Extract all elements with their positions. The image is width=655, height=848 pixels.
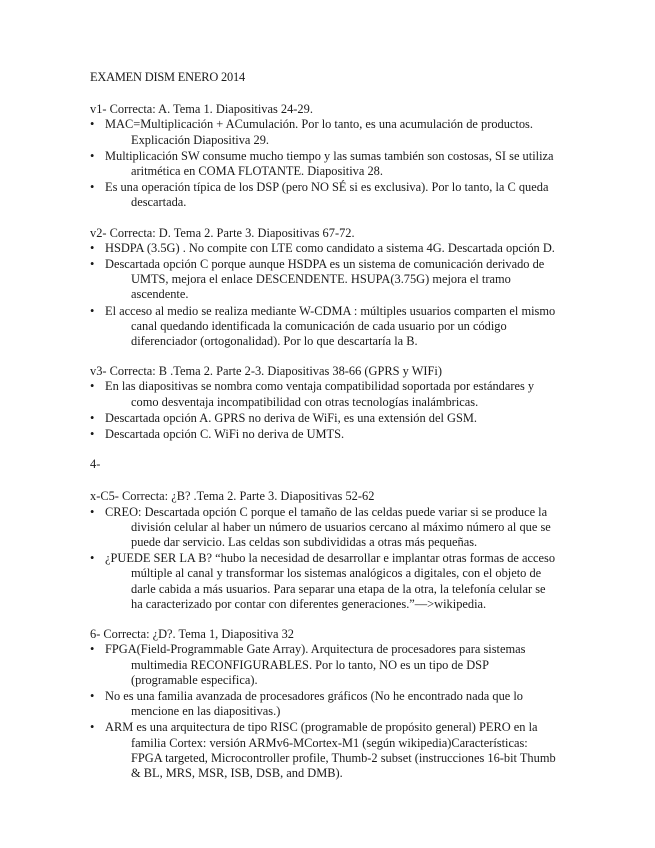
document-page	[90, 70, 558, 796]
section-v3	[90, 364, 558, 442]
list-item: • En las diapositivas se nombra como ventaja compatibilidad soportada por estándares y como desventaja incompatibilidad con otras tecnologías inalámbricas.	[90, 379, 535, 409]
bullet-icon: •	[90, 257, 95, 272]
bullet-icon: •	[90, 551, 95, 566]
list-item: • El acceso al medio se realiza mediante W-CDMA : múltiples usuarios comparten el mismo canal quedando identificada la comunicación de cada usuario por un código diferenciador (ortogonalidad). Por lo que descartaría la B.	[90, 303, 556, 349]
list-item: • ¿PUEDE SER LA B? “hubo la necesidad de desarrollar e implantar otras formas de acceso múltiple al canal y transformar los sistemas analógicos a digitales, con el objeto de darle cabida a más usuarios. Para separar una etapa de la otra, la telefonía celular se ha caracterizado por contar con diferentes generaciones.”—>wikipedia.	[90, 551, 556, 611]
list-item: • Es una operación típica de los DSP (pero NO SÉ si es exclusiva). Por lo tanto, la C queda descartada.	[90, 180, 549, 210]
section-heading: 6- Correcta: ¿D?. Tema 1, Diapositiva 32	[90, 627, 294, 642]
list-item: • Multiplicación SW consume mucho tiempo y las sumas también son costosas, SI se utiliza aritmética en COMA FLOTANTE. Diapositiva 28.	[90, 148, 554, 179]
list-item: • Descartada opción C porque aunque HSDPA es un sistema de comunicación derivado de UMTS, mejora el enlace DESCENDENTE. HSUPA(3.75G) mejora el tramo ascendente.	[90, 257, 545, 302]
section-6	[90, 627, 558, 781]
bullet-icon: •	[90, 240, 95, 255]
document-title: EXAMEN DISM ENERO 2014	[90, 70, 245, 84]
list-item: • CREO: Descartada opción C porque el tamaño de las celdas puede variar si se produce la división celular al haber un número de usuarios cercano al máximo número al que se puede dar servicio. Las celdas son subdivididas a otras más pequeñas.	[90, 504, 551, 550]
list-item: • Descartada opción C. WiFi no deriva de UMTS.	[90, 427, 345, 442]
bullet-icon: •	[90, 117, 95, 132]
bullet-icon: •	[90, 379, 95, 394]
list-item: • ARM es una arquitectura de tipo RISC (programable de propósito general) PERO en la familia Cortex: versión ARMv6-MCortex-M1 (según wikipedia)Características: FPGA targeted, Microcontroller profile, Thumb-2 subset (instrucciones 16-bit Thumb & BL, MRS, MSR, ISB, DSB, and DMB).	[90, 720, 556, 780]
list-item: • MAC=Multiplicación + ACumulación. Por lo tanto, es una acumulación de productos. Explicación Diapositiva 29.	[90, 117, 533, 147]
section-heading: x-C5- Correcta: ¿B? .Tema 2. Parte 3. Diapositivas 52-62	[90, 489, 375, 504]
bullet-icon: •	[90, 642, 95, 657]
section-v2	[90, 226, 558, 350]
section-x-c5	[90, 489, 558, 612]
bullet-list	[90, 642, 558, 781]
bullet-icon: •	[90, 504, 95, 519]
bullet-icon: •	[90, 427, 95, 442]
bullet-icon: •	[90, 688, 95, 703]
section-heading: v2- Correcta: D. Tema 2. Parte 3. Diapositivas 67-72.	[90, 225, 355, 240]
list-item: • FPGA(Field-Programmable Gate Array). Arquitectura de procesadores para sistemas multimedia RECONFIGURABLES. Por lo tanto, NO es un tipo de DSP (programable especifica).	[90, 642, 526, 687]
bullet-icon: •	[90, 148, 95, 163]
list-item: • HSDPA (3.5G) . No compite con LTE como candidato a sistema 4G. Descartada opción D.	[90, 240, 555, 255]
section-heading: v3- Correcta: B .Tema 2. Parte 2-3. Diapositivas 38-66 (GPRS y WIFi)	[90, 364, 442, 379]
section-v1	[90, 102, 558, 210]
bullet-icon: •	[90, 303, 95, 318]
bullet-list	[90, 505, 558, 612]
list-item: • No es una familia avanzada de procesadores gráficos (No he encontrado nada que lo mencione en las diapositivas.)	[90, 688, 524, 719]
bullet-list	[90, 379, 558, 442]
bullet-icon: •	[90, 180, 95, 195]
bullet-list	[90, 241, 558, 349]
bullet-list	[90, 117, 558, 210]
bullet-icon: •	[90, 720, 95, 735]
section-heading: v1- Correcta: A. Tema 1. Diapositivas 24-29.	[90, 102, 313, 117]
list-item: • Descartada opción A. GPRS no deriva de WiFi, es una extensión del GSM.	[90, 410, 477, 425]
question-number: 4-	[90, 457, 101, 472]
bullet-icon: •	[90, 410, 95, 425]
